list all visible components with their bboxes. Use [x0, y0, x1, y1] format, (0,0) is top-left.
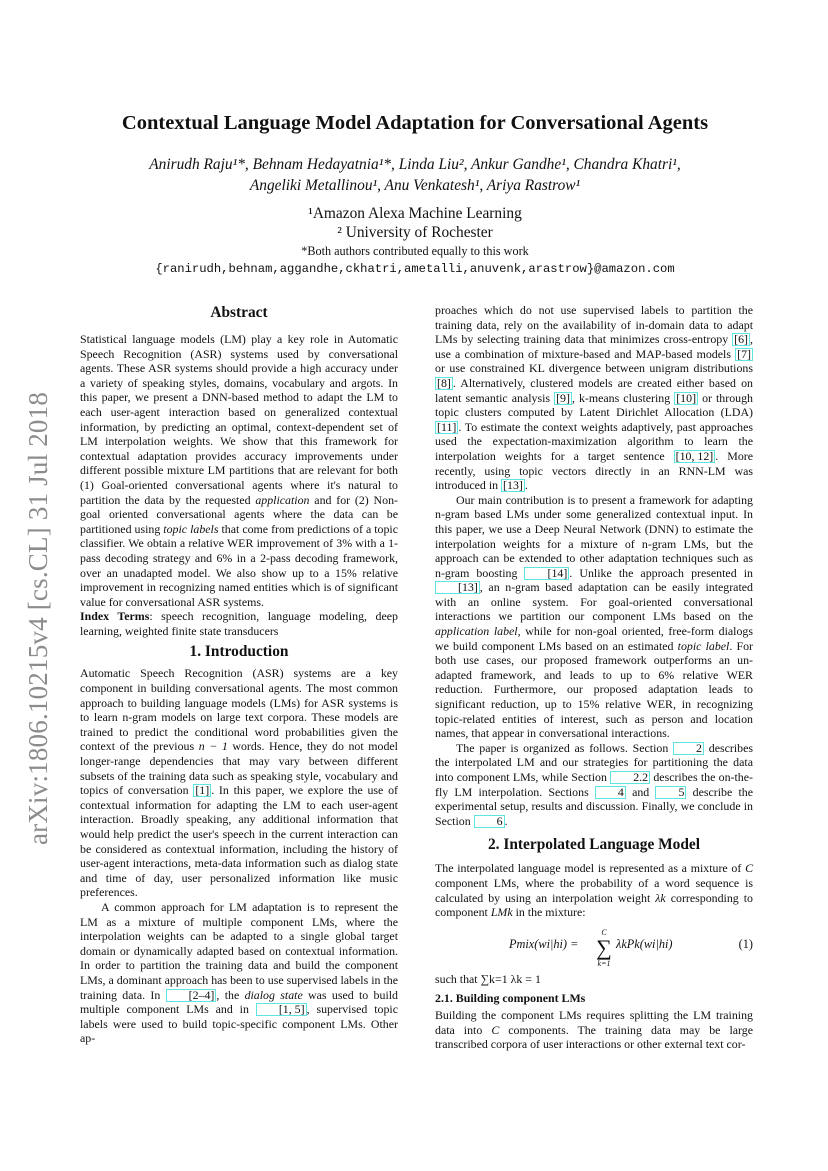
citation-link-1-5[interactable]: [1, 5] [256, 1003, 307, 1016]
org-text-e: describe the experimental setup, results and discussion. Finally, we conclude in Section [435, 784, 753, 828]
abstract-text-2: and for (2) Non-goal oriented conversational agents where the data can be partitioned using [80, 492, 398, 536]
interp-text-d: in the mixture: [512, 905, 586, 920]
citation-link-9[interactable]: [9] [556, 390, 570, 405]
org-text-a: The paper is organized as follows. Section [456, 740, 674, 755]
section-link-2[interactable]: 2 [673, 742, 704, 755]
rw-text-h: . More recently, using topic vectors directly in an RNN-LM was introduced in [435, 448, 753, 493]
contrib-text-e: . For both use cases, our proposed framework outperforms an un-adapted framework, and leads to up to 6% relative WER reduction. Furthermore, our proposed adaptation leads to significant reduction, up to 15% relative WER, in recognizing topic-related entities of interest, such as person and location names, that appear in conversational interactions. [435, 638, 754, 741]
contrib-text-b: . Unlike the approach presented in [569, 565, 753, 580]
citation-link-8[interactable]: [8] [437, 375, 451, 390]
section-link-4[interactable]: 4 [595, 786, 626, 799]
intro-p1-math: n − 1 [198, 739, 228, 754]
author-list [90, 154, 740, 196]
contrib-text-d: , while for non-goal oriented, free-form dialogs we build component LMs based on an estimated [435, 624, 754, 653]
citation-link-14[interactable]: [14] [524, 567, 569, 580]
org-text-c: describes the on-the-fly LM interpolation. Sections [435, 770, 753, 799]
rw-text-g: . To estimate the context weights adaptively, past approaches used the expectation-maximization algorithm to learn the interpolation weights for a target sentence [435, 419, 753, 463]
contrib-text-a: Our main contribution is to present a framework for adapting n-gram based LMs under some generalized contextual input. In this paper, we use a Deep Neural Network (DNN) to estimate the interpolation weights for a mixture of n-gram LMs, but the approach can be extended to other adaptation techniques such as n-gram boosting [435, 492, 753, 580]
abstract-emph-topic-labels: topic labels [163, 521, 219, 536]
sum-upper-limit: C [601, 927, 607, 937]
component-lms-paragraph [435, 1008, 753, 1052]
contribution-paragraph [435, 493, 753, 741]
interp-text-c: corresponding to component [435, 890, 753, 920]
intro-paragraph-1 [80, 666, 398, 900]
interp-math-lambda: λk [655, 890, 666, 905]
rw-text-f: or through topic clusters computed by Latent Dirichlet Allocation (LDA) [435, 390, 753, 420]
citation-link-11[interactable]: [11] [437, 419, 457, 434]
rw-text-a: proaches which do not use supervised labels to partition the training data, rely on the availability of in-domain data to adapt LMs by selecting training data that minimizes cross-entropy [435, 303, 753, 347]
comp-text-a: Building the component LMs requires splitting the LM training data into [435, 1007, 753, 1037]
intro-paragraph-2 [80, 900, 398, 1046]
author-line-1: Anirudh Raju¹*, Behnam Hedayatnia¹*, Linda Liu², Ankur Gandhe¹, Chandra Khatri¹, [149, 156, 681, 173]
comp-math-c: C [491, 1022, 500, 1037]
intro-p2-text-b: , the [216, 987, 245, 1002]
constraint-line: such that ∑k=1 λk = 1 [435, 971, 541, 986]
intro-p2-text-c: was used to build multiple component LMs and in [80, 987, 398, 1017]
citation-link-10[interactable]: [10] [676, 390, 697, 405]
rw-text-b: , use a combination of mixture-based and MAP-based models [435, 332, 753, 361]
index-terms [80, 609, 398, 638]
abstract-heading: Abstract [210, 304, 268, 321]
summation-symbol [596, 928, 612, 968]
affiliation-amazon: ¹Amazon Alexa Machine Learning [308, 205, 522, 222]
intro-p1-text-a: Automatic Speech Recognition (ASR) systems are a key component in building conversational agents. The most common approach to building language models (LMs) for ASR systems is to learn n-gram models on large text corpora. These models are trained to predict the conditional word probabilities given the context of the previous [80, 666, 398, 754]
rw-text-e: , k-means clustering [571, 390, 675, 405]
section-link-2-2[interactable]: 2.2 [610, 771, 650, 784]
related-work-paragraph [435, 303, 753, 493]
interp-math-c: C [745, 861, 753, 876]
affiliation-rochester: ² University of Rochester [337, 224, 493, 241]
equation-rhs: λkPk(wi|hi) [616, 936, 673, 951]
rw-text-c: or use constrained KL divergence between unigram distributions [435, 361, 753, 376]
interpolated-lm-heading: 2. Interpolated Language Model [487, 836, 701, 854]
abstract-text-1: Statistical language models (LM) play a key role in Automatic Speech Recognition (ASR) systems used by conversational agents. These ASR systems should provide a high accuracy under a variety of speaking styles, domains, vocabulary and argots. In this paper, we present a DNN-based method to adapt the LM to each user-agent interaction based on generalized contextual information, by predicting an optimal, context-dependent set of LM interpolation weights. We show that this framework for contextual adaptation provides accuracy improvements under different possible mixture LM partitions that are relevant for both (1) Goal-oriented conversational agents where it's natural to partition the data by the requested [80, 332, 398, 507]
org-text-b: describes the interpolated LM and our strategies for partitioning the data into component LMs, while Section [435, 740, 754, 784]
citation-link-13-second[interactable]: [13] [435, 581, 480, 594]
contrib-text-c: , an n-gram based adaptation can be easily integrated with an online system. For goal-oriented conversational interactions we partition our component LMs based on the [435, 580, 753, 624]
index-terms-text: : speech recognition, language modeling, deep learning, weighted finite state transducers [80, 609, 398, 638]
intro-p1-text-b: words. Hence, they do not model longer-range dependencies that may vary between different subsets of the training data such as speaking style, vocabulary and topics of conversation [80, 739, 398, 798]
abstract-body [80, 332, 398, 609]
intro-p2-text-a: A common approach for LM adaptation is to represent the LM as a mixture of multiple component LMs, where the interpolation weights can be adapted to a single global target domain or dynamically adapted based on contextual information. In order to partition the training data and build the component LMs, a dominant approach has been to use supervised labels in the training data. In [80, 899, 398, 1002]
contrib-emph-application-label: application label [435, 624, 518, 639]
interp-text-b: component LMs, where the probability of a word sequence is calculated by using an interpolation weight [435, 875, 753, 905]
equation-lhs: Pmix(wi|hi) = [509, 936, 579, 951]
organization-paragraph [435, 741, 753, 829]
building-component-lms-heading: 2.1. Building component LMs [435, 991, 586, 1006]
right-column [435, 303, 753, 1052]
intro-p2-emph: dialog state [244, 987, 303, 1002]
equation-number: (1) [738, 936, 753, 951]
citation-link-7[interactable]: [7] [737, 346, 751, 361]
intro-p2-text-d: , supervised topic labels were used to build topic-specific component LMs. Other ap- [80, 1002, 398, 1046]
section-link-6[interactable]: 6 [474, 815, 505, 828]
interp-text-a: The interpolated language model is represented as a mixture of [435, 861, 746, 876]
author-line-2: Angeliki Metallinou¹, Anu Venkatesh¹, Ariya Rastrow¹ [249, 177, 581, 194]
arxiv-watermark [16, 378, 61, 858]
org-text-f: . [504, 813, 508, 828]
equation-1 [435, 925, 753, 969]
paper-title: Contextual Language Model Adaptation for Conversational Agents [121, 112, 709, 134]
citation-link-6[interactable]: [6] [734, 332, 749, 347]
abstract-emph-application: application [255, 492, 310, 507]
contrib-emph-topic-label: topic label [677, 638, 730, 653]
comp-text-b: components. The training data may be large transcribed corpora of user interactions or other external text cor- [435, 1022, 754, 1052]
citation-link-2-4[interactable]: [2–4] [166, 989, 217, 1002]
interp-math-lmk: LMk [490, 905, 513, 920]
citation-link-13[interactable]: [13] [503, 478, 523, 493]
interpolation-paragraph [435, 861, 753, 919]
citation-link-1[interactable]: [1] [195, 783, 210, 798]
author-emails: {ranirudh,behnam,aggandhe,ckhatri,ametalli,anuvenk,arastrow}@amazon.com [155, 262, 675, 276]
index-terms-label: Index Terms [80, 609, 150, 624]
sigma-glyph: ∑ [596, 934, 612, 960]
sum-lower-limit: k=1 [597, 958, 611, 968]
section-link-5[interactable]: 5 [655, 786, 686, 799]
abstract-text-3: that come from predictions of a topic classifier. We obtain a relative WER improvement of 3% with a 1-pass decoding strategy and 6% in a 2-pass decoding framework, over an unadapted model. We also show up to a 15% relative improvement in recognizing named entities which is of significant value for conversational ASR systems. [80, 521, 398, 609]
arxiv-id-text: arXiv:1806.10215v4 [cs.CL] 31 Jul 2018 [23, 391, 53, 845]
org-text-d: and [625, 784, 656, 799]
citation-link-10-12[interactable]: [10, 12] [675, 448, 714, 463]
left-column [80, 303, 398, 1046]
introduction-heading: 1. Introduction [189, 643, 289, 661]
rw-text-i: . [524, 478, 528, 493]
intro-p1-text-c: . In this paper, we explore the use of contextual information for adapting the LM to each user-agent interaction. Broadly speaking, any additional information that would help predict the user's speech in the current interaction can be considered as contextual information, including the history of user-agent interactions, meta-data information such as dialog state and time of day, user personalized information like music preferences. [80, 783, 398, 900]
rw-text-d: . Alternatively, clustered models are created either based on latent semantic analysis [435, 375, 753, 405]
equal-contribution-note: *Both authors contributed equally to this work [301, 244, 529, 258]
